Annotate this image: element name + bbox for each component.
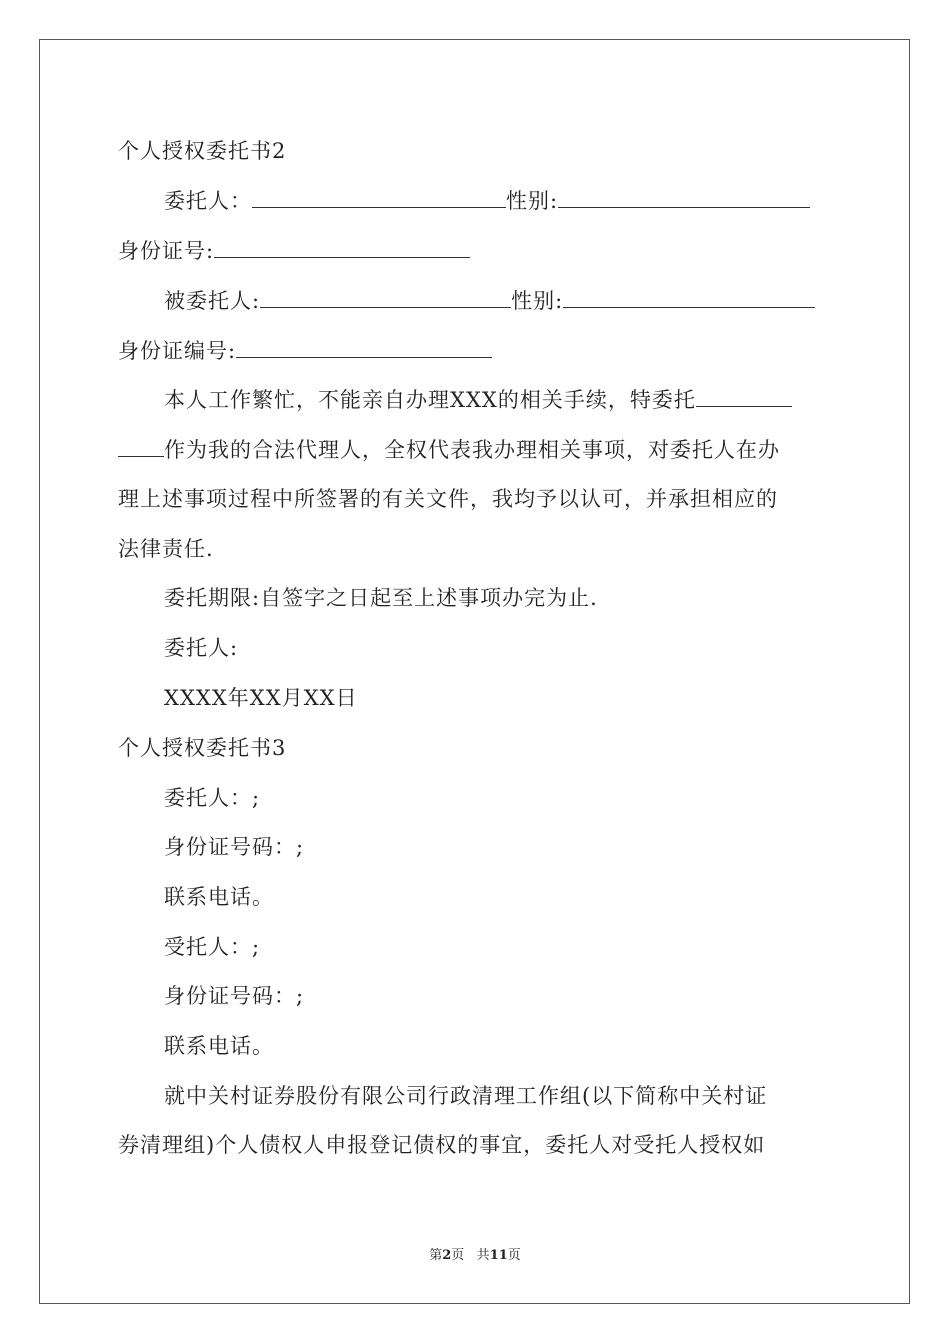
delegate-blank — [696, 384, 792, 407]
body-paragraph-line: 法律责任. — [118, 537, 214, 561]
page-footer — [0, 1247, 950, 1265]
section-2-title: 个人授权委托书2 — [118, 139, 287, 163]
agent-blank — [260, 285, 511, 308]
agent-id-text: 身份证号码：; — [164, 984, 305, 1008]
principal-id-row — [118, 235, 470, 266]
body-paragraph-line — [118, 434, 780, 465]
gender-blank — [563, 285, 815, 308]
body-paragraph-line: 理上述事项过程中所签署的有关文件，我均予以认可，并承担相应的 — [118, 487, 778, 511]
body-paragraph-line: 就中关村证券股份有限公司行政清理工作组(以下简称中关村证 — [164, 1084, 768, 1108]
principal-row — [164, 185, 810, 216]
id-blank — [214, 235, 470, 258]
section-3-title: 个人授权委托书3 — [118, 736, 287, 760]
body-paragraph-line: 券清理组)个人债权人申报登记债权的事宜，委托人对受托人授权如 — [118, 1133, 766, 1157]
agent-label: 被委托人: — [164, 289, 261, 313]
total-pages: 11 — [489, 1248, 508, 1263]
delegate-blank-continued — [118, 434, 164, 457]
id-number-blank — [236, 335, 492, 358]
page-prefix: 第 — [429, 1248, 443, 1263]
agent-phone-text: 联系电话。 — [164, 1034, 274, 1058]
body-text: 作为我的合法代理人，全权代表我办理相关事项，对委托人在办 — [164, 438, 780, 462]
gender-label: 性别: — [506, 189, 559, 213]
body-paragraph-line — [164, 384, 792, 415]
principal-id-text: 身份证号码：; — [164, 835, 305, 859]
term-text: 委托期限:自签字之日起至上述事项办完为止. — [164, 586, 598, 610]
agent-text: 受托人：; — [164, 935, 261, 959]
agent-id-row — [118, 335, 492, 366]
id-number-label: 身份证编号: — [118, 339, 237, 363]
id-label: 身份证号: — [118, 239, 215, 263]
total-prefix: 共 — [476, 1248, 490, 1263]
date-text: XXXX年XX月XX日 — [164, 686, 358, 710]
page-number: 2 — [442, 1248, 452, 1263]
principal-phone-text: 联系电话。 — [164, 885, 274, 909]
page-suffix: 页 — [451, 1248, 465, 1263]
gender-label: 性别: — [511, 289, 564, 313]
principal-label: 委托人： — [164, 189, 252, 213]
page-border — [39, 39, 910, 1304]
gender-blank — [558, 185, 810, 208]
principal-blank — [252, 185, 506, 208]
agent-row — [164, 285, 815, 316]
total-suffix: 页 — [507, 1248, 521, 1263]
principal-text: 委托人：; — [164, 786, 261, 810]
body-text: 本人工作繁忙，不能亲自办理XXX的相关手续，特委托 — [164, 388, 696, 412]
signature-label: 委托人: — [164, 636, 239, 660]
